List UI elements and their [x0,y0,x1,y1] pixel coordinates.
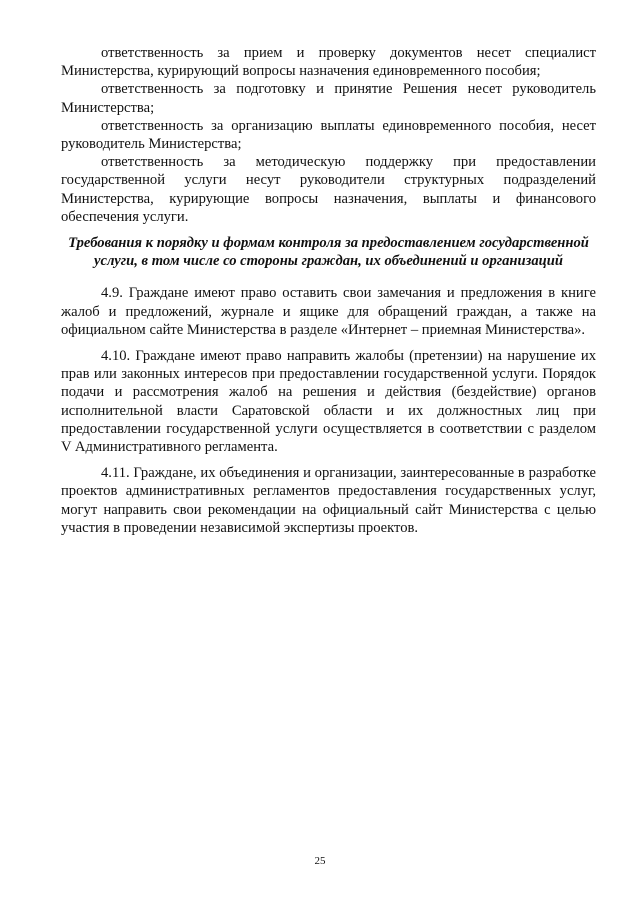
responsibility-paragraph: ответственность за методическую поддержку при предоставлении государственной услуги несут руководители структурных подразделений Министерства, курирующие вопросы назначения, выплаты и финансового обеспечения услуги. [61,154,596,225]
section-heading: Требования к порядку и формам контроля за предоставлением государственной услуги, в том числе со стороны граждан, их объединений и организаций [68,235,589,270]
responsibility-paragraph: ответственность за подготовку и принятие Решения несет руководитель Министерства; [61,81,596,116]
page-number: 25 [314,855,326,867]
clause-4-10: 4.10. Граждане имеют право направить жалобы (претензии) на нарушение их прав или законных интересов при предоставлении государственной услуги. Порядок подачи и рассмотрения жалоб на решения и действия (бездействие) органов исполнительной власти Саратовской области и их должностных лиц при предоставлении государственной услуги осуществляется в соответствии с разделом V Административного регламента. [61,348,596,456]
clause-4-11: 4.11. Граждане, их объединения и организации, заинтересованные в разработке проектов административных регламентов предоставления государственных услуг, могут направить свои рекомендации на официальный сайт Министерства с целью участия в проведении независимой экспертизы проектов. [61,465,596,536]
clause-4-9: 4.9. Граждане имеют право оставить свои замечания и предложения в книге жалоб и предложений, журнале и ящике для обращений граждан, а также на официальном сайте Министерства в разделе «Интернет – приемная Министерства». [61,285,596,338]
responsibility-paragraph: ответственность за организацию выплаты единовременного пособия, несет руководитель Министерства; [61,117,596,153]
responsibility-paragraph: ответственность за прием и проверку документов несет специалист Министерства, курирующий вопросы назначения единовременного пособия; [61,45,596,80]
